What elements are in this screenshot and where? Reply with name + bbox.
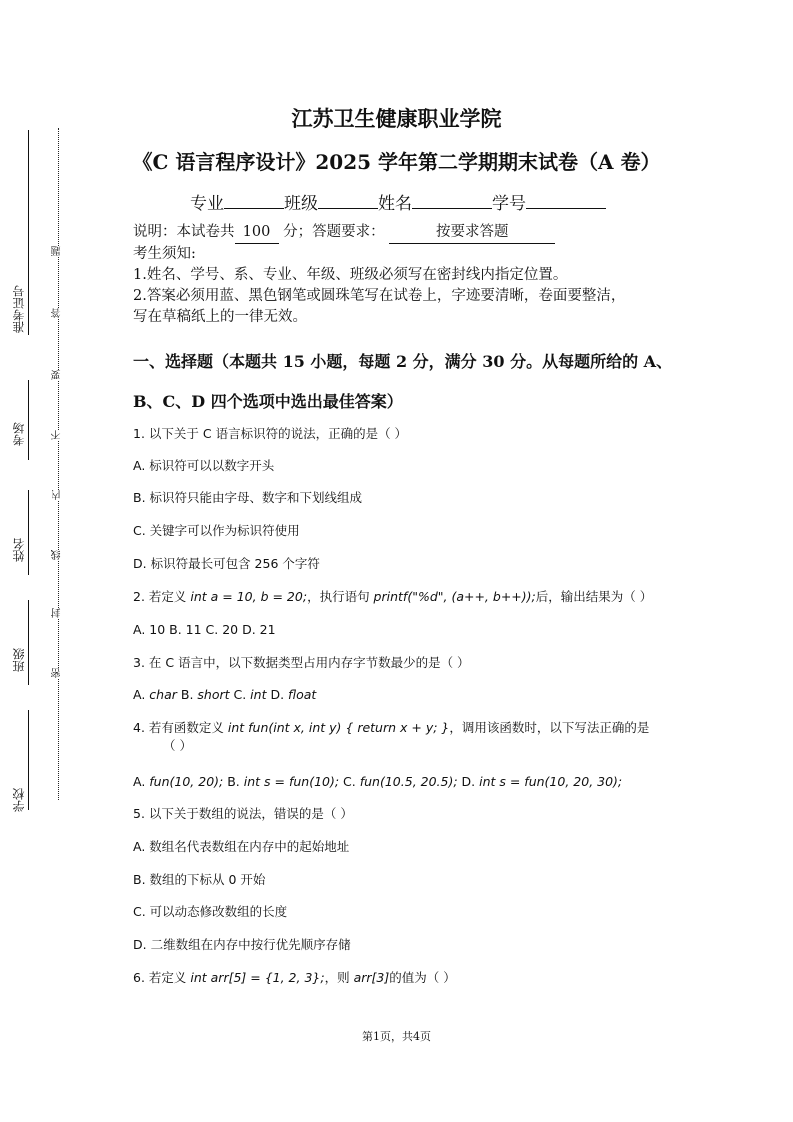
q4-text: 4. 若有函数定义 bbox=[133, 720, 228, 735]
name-label: 姓名 bbox=[378, 194, 412, 214]
question-6 bbox=[133, 969, 456, 987]
school-name: 江苏卫生健康职业学院 bbox=[291, 106, 502, 131]
student-name-blank[interactable] bbox=[28, 490, 29, 575]
student-id-label: 学号 bbox=[492, 194, 526, 214]
school-label: 学校 bbox=[12, 788, 26, 812]
student-id-blank[interactable] bbox=[526, 190, 606, 209]
q6-code: int arr[5] = {1, 2, 3}; bbox=[190, 970, 325, 985]
opt-label: C. bbox=[229, 687, 251, 702]
options-4 bbox=[133, 773, 622, 791]
q6-text: 的值为（ ） bbox=[389, 970, 456, 985]
class-label: 班级 bbox=[12, 648, 26, 672]
opt-label: B. bbox=[176, 687, 198, 702]
opt-code: int s = fun(10, 20, 30); bbox=[479, 774, 623, 789]
q4-paren: （ ） bbox=[163, 738, 192, 753]
notice-item: 2.答案必须用蓝、黑色钢笔或圆珠笔写在试卷上，字迹要清晰，卷面要整洁， bbox=[133, 288, 626, 304]
student-name-label: 姓名 bbox=[12, 538, 26, 562]
seal-char: 密 bbox=[52, 668, 63, 678]
q4-text: ，调用该函数时，以下写法正确的是 bbox=[449, 720, 650, 735]
option-1b: B. 标识符只能由字母、数字和下划线组成 bbox=[133, 490, 363, 505]
class-blank[interactable] bbox=[318, 190, 378, 209]
page-number: 第1页，共4页 bbox=[362, 1030, 431, 1043]
opt-code: fun(10, 20); bbox=[149, 774, 224, 789]
student-info-row bbox=[190, 189, 606, 214]
opt-label: B. bbox=[223, 774, 244, 789]
opt-label: A. bbox=[133, 774, 150, 789]
option-5d: D. 二维数组在内存中按行优先顺序存储 bbox=[133, 937, 351, 952]
desc-mid: 分；答题要求： bbox=[283, 224, 385, 240]
class-blank[interactable] bbox=[28, 600, 29, 685]
question-3: 3. 在 C 语言中，以下数据类型占用内存字节数最少的是（ ） bbox=[133, 655, 470, 670]
seal-char: 答 bbox=[52, 308, 63, 318]
question-1: 1. 以下关于 C 语言标识符的说法，正确的是（ ） bbox=[133, 426, 408, 441]
opt-label: D. bbox=[457, 774, 480, 789]
section-heading: 一、选择题（本题共 15 小题，每题 2 分，满分 30 分。从每题所给的 A、 bbox=[133, 352, 673, 371]
question-5: 5. 以下关于数组的说法，错误的是（ ） bbox=[133, 806, 353, 821]
notice-item: 1.姓名、学号、系、专业、年级、班级必须写在密封线内指定位置。 bbox=[133, 267, 568, 283]
option-5a: A. 数组名代表数组在内存中的起始地址 bbox=[133, 839, 350, 854]
question-2 bbox=[133, 588, 652, 606]
desc-prefix: 说明：本试卷共 bbox=[133, 224, 235, 240]
opt-code: int s = fun(10); bbox=[243, 774, 340, 789]
opt-label: A. bbox=[133, 687, 150, 702]
q2-code: int a = 10, b = 20; bbox=[190, 589, 308, 604]
major-blank[interactable] bbox=[224, 190, 284, 209]
exam-room-label: 考场 bbox=[12, 422, 26, 446]
q6-text: 6. 若定义 bbox=[133, 970, 191, 985]
opt-code: int bbox=[250, 687, 267, 702]
seal-dotted-line bbox=[58, 128, 59, 800]
q6-code: arr[3] bbox=[353, 970, 390, 985]
notice-item: 写在草稿纸上的一律无效。 bbox=[133, 309, 307, 325]
exam-title: 《C 语言程序设计》2025 学年第二学期期末试卷（A 卷） bbox=[132, 150, 661, 174]
major-label: 专业 bbox=[190, 194, 224, 214]
seal-char: 内 bbox=[52, 490, 63, 500]
option-5c: C. 可以动态修改数组的长度 bbox=[133, 904, 288, 919]
class-label: 班级 bbox=[284, 194, 318, 214]
notice-title: 考生须知: bbox=[133, 246, 196, 262]
q2-text: 后，输出结果为（ ） bbox=[535, 589, 653, 604]
opt-label: D. bbox=[266, 687, 289, 702]
options-2: A. 10 B. 11 C. 20 D. 21 bbox=[133, 622, 276, 637]
section-heading-cont: B、C、D 四个选项中选出最佳答案） bbox=[133, 392, 403, 411]
seal-char: 封 bbox=[52, 608, 63, 618]
exam-description bbox=[133, 222, 693, 244]
name-blank[interactable] bbox=[412, 190, 492, 209]
seal-char: 线 bbox=[52, 550, 63, 560]
exam-room-blank[interactable] bbox=[28, 380, 29, 460]
q6-text: ，则 bbox=[324, 970, 354, 985]
opt-label: C. bbox=[339, 774, 360, 789]
exam-id-label: 准考证号 bbox=[12, 285, 26, 333]
option-1c: C. 关键字可以作为标识符使用 bbox=[133, 523, 300, 538]
option-1a: A. 标识符可以以数字开头 bbox=[133, 458, 275, 473]
exam-notes bbox=[133, 222, 693, 328]
answer-requirement: 按要求答题 bbox=[389, 222, 555, 244]
q4-code: int fun(int x, int y) { return x + y; } bbox=[227, 720, 450, 735]
q2-text: 2. 若定义 bbox=[133, 589, 191, 604]
opt-code: short bbox=[197, 687, 230, 702]
seal-char: 题 bbox=[52, 246, 63, 256]
options-3 bbox=[133, 686, 316, 704]
opt-code: float bbox=[288, 687, 317, 702]
seal-char: 要 bbox=[52, 370, 63, 380]
q2-code: printf("%d", (a++, b++)); bbox=[373, 589, 536, 604]
option-5b: B. 数组的下标从 0 开始 bbox=[133, 872, 266, 887]
total-score: 100 bbox=[235, 222, 279, 244]
option-1d: D. 标识符最长可包含 256 个字符 bbox=[133, 556, 320, 571]
seal-char: 不 bbox=[52, 430, 63, 440]
opt-code: fun(10.5, 20.5); bbox=[359, 774, 458, 789]
q2-text: ，执行语句 bbox=[307, 589, 374, 604]
question-4 bbox=[133, 719, 693, 755]
opt-code: char bbox=[149, 687, 177, 702]
